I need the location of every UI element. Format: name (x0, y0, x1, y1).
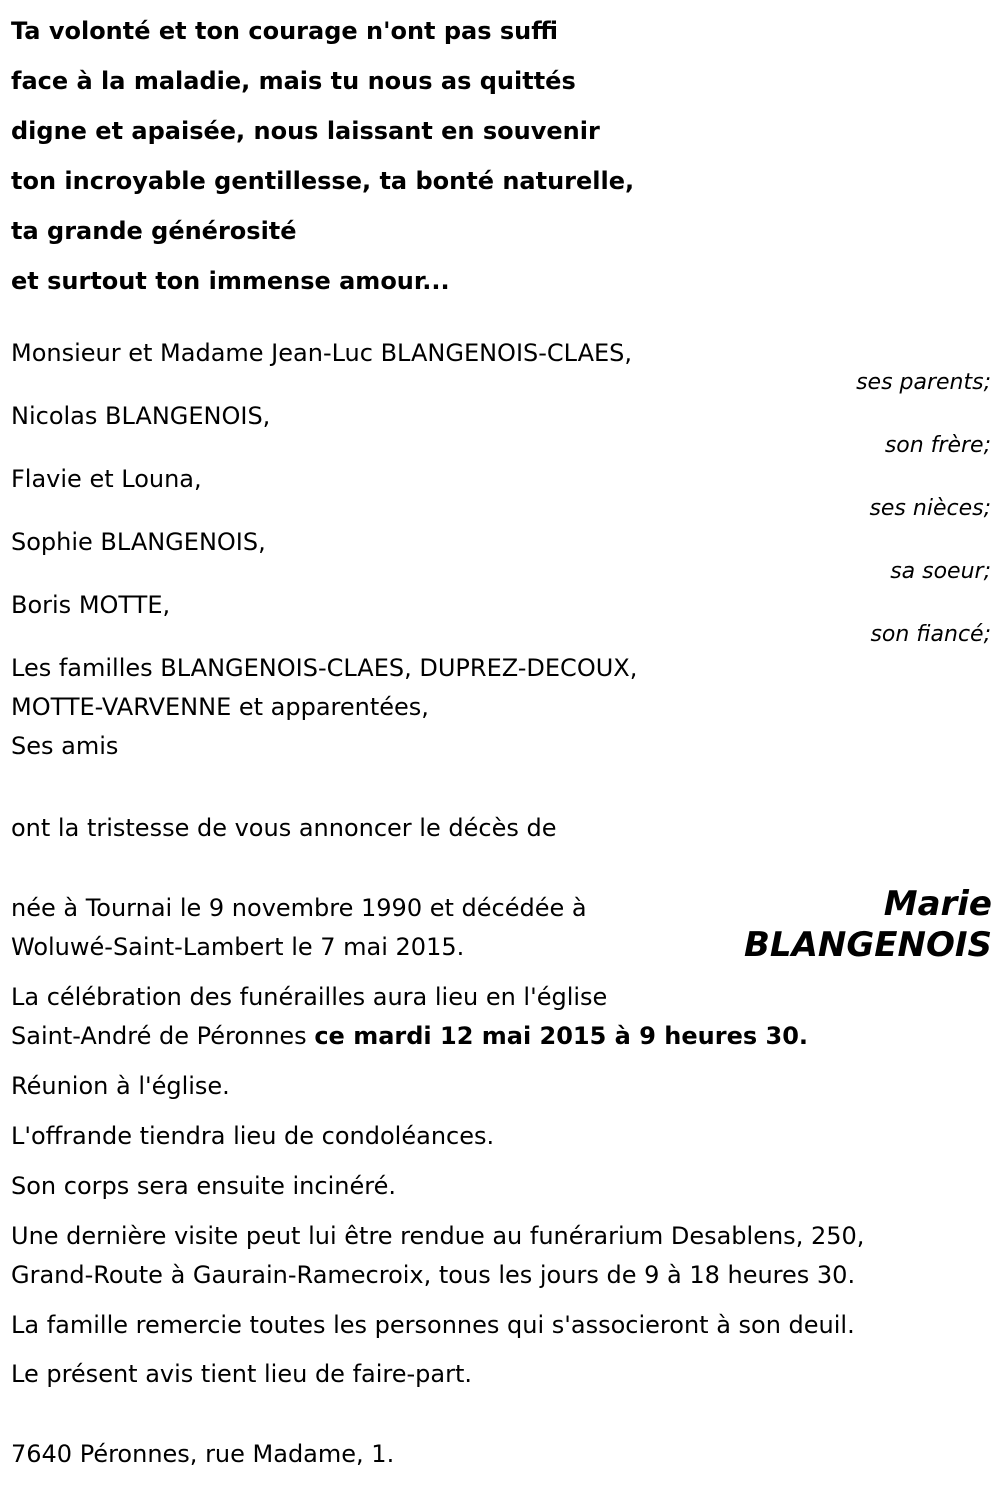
poem-line: digne et apaisée, nous laissant en souvenir (11, 117, 600, 145)
birth-death-line: née à Tournai le 9 novembre 1990 et décédée à (11, 894, 587, 922)
birth-death-info (11, 889, 587, 967)
family-member-relation: son frère; (884, 433, 991, 458)
funeral-line: La célébration des funérailles aura lieu en l'église (11, 983, 608, 1011)
family-entry-fiance (11, 590, 991, 650)
funeral-place: Saint-André de Péronnes (11, 1022, 315, 1050)
visit-line: Une dernière visite peut lui être rendue au funérarium Desablens, 250, (11, 1222, 865, 1250)
meeting-note: Réunion à l'église. (11, 1072, 230, 1100)
funeral-info (11, 978, 808, 1056)
other-families-line: Les familles BLANGENOIS-CLAES, DUPREZ-DECOUX, (11, 654, 638, 682)
family-member-name: Sophie BLANGENOIS, (11, 528, 266, 556)
funeral-line (11, 1017, 808, 1056)
family-member-relation: sa soeur; (890, 559, 991, 584)
poem (11, 6, 971, 306)
announcement: ont la tristesse de vous annoncer le décès de (11, 814, 557, 842)
family-member-name: Flavie et Louna, (11, 465, 202, 493)
poem-line: Ta volonté et ton courage n'ont pas suffi (11, 17, 559, 45)
family-member-relation: ses parents; (856, 370, 991, 395)
family-member-relation: ses nièces; (869, 496, 991, 521)
poem-line: ta grande générosité (11, 217, 297, 245)
family-member-name: Monsieur et Madame Jean-Luc BLANGENOIS-CLAES, (11, 339, 633, 367)
birth-death-line: Woluwé-Saint-Lambert le 7 mai 2015. (11, 933, 465, 961)
funeral-date-time: ce mardi 12 mai 2015 à 9 heures 30. (314, 1022, 809, 1050)
notice-note: Le présent avis tient lieu de faire-part. (11, 1360, 473, 1388)
family-entry-brother (11, 401, 991, 461)
cremation-note: Son corps sera ensuite incinéré. (11, 1172, 396, 1200)
thanks-note: La famille remercie toutes les personnes qui s'associeront à son deuil. (11, 1311, 855, 1339)
other-families-line: MOTTE-VARVENNE et apparentées, (11, 693, 429, 721)
family-member-name: Boris MOTTE, (11, 591, 171, 619)
poem-line: et surtout ton immense amour... (11, 267, 450, 295)
poem-line: ton incroyable gentillesse, ta bonté naturelle, (11, 167, 635, 195)
address: 7640 Péronnes, rue Madame, 1. (11, 1440, 395, 1468)
deceased-first-name: Marie (883, 884, 992, 924)
other-families (11, 649, 637, 766)
family-member-name: Nicolas BLANGENOIS, (11, 402, 271, 430)
deceased-name (744, 884, 992, 966)
visit-line: Grand-Route à Gaurain-Ramecroix, tous les jours de 9 à 18 heures 30. (11, 1261, 856, 1289)
family-member-relation: son fiancé; (870, 622, 991, 647)
family-entry-parents (11, 338, 991, 398)
visit-info (11, 1217, 864, 1295)
other-families-line: Ses amis (11, 732, 119, 760)
poem-line: face à la maladie, mais tu nous as quittés (11, 67, 576, 95)
deceased-last-name: BLANGENOIS (744, 925, 992, 965)
offering-note: L'offrande tiendra lieu de condoléances. (11, 1122, 495, 1150)
family-entry-sister (11, 527, 991, 587)
family-entry-nieces (11, 464, 991, 524)
